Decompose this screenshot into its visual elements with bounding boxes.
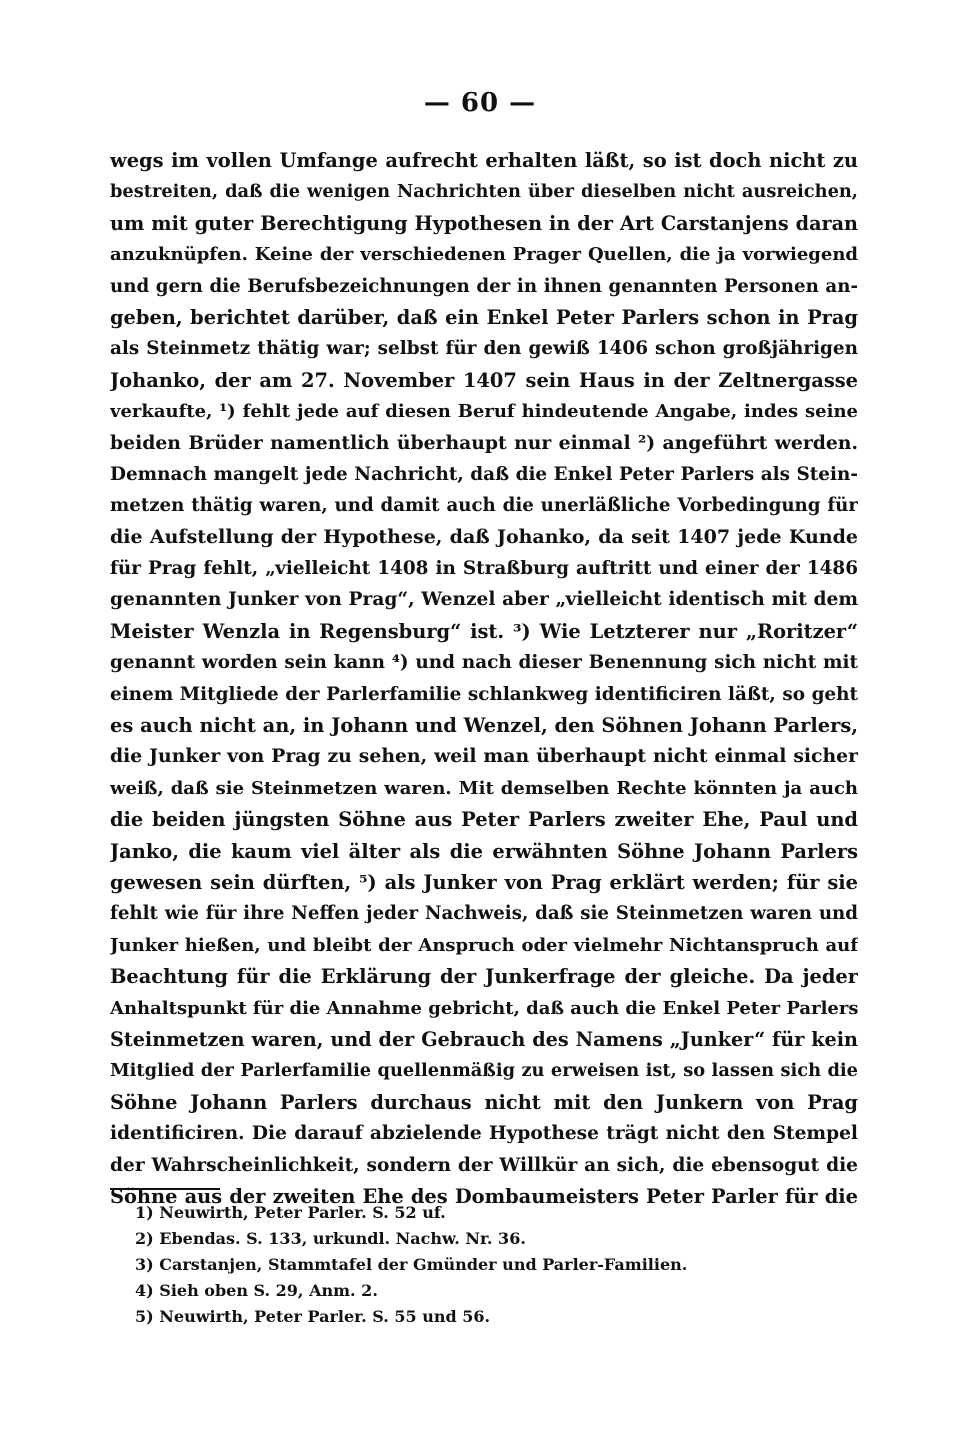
footnote: 5) Neuwirth, Peter Parler. S. 55 und 56. (135, 1307, 491, 1326)
text-line: als Steinmetz thätig war; selbst für den gewiß 1406 schon großjährigen (110, 338, 858, 360)
text-line: Söhne Johann Parlers durchaus nicht mit den Junkern von Prag (110, 1090, 858, 1114)
text-line: identificiren. Die darauf abzielende Hypothese trägt nicht den Stempel (110, 1123, 858, 1145)
text-line: weiß, daß sie Steinmetzen waren. Mit demselben Rechte könnten ja auch (110, 777, 858, 799)
text-line: Meister Wenzla in Regensburg“ ist. ³) Wie Letzterer nur „Roritzer“ (110, 619, 858, 643)
footnote: 4) Sieh oben S. 29, Anm. 2. (135, 1281, 378, 1300)
footnotes (135, 1200, 835, 1330)
text-line: der Wahrscheinlichkeit, sondern der Willkür an sich, die ebensogut die (110, 1154, 858, 1176)
text-line: geben, berichtet darüber, daß ein Enkel Peter Parlers schon in Prag (110, 305, 858, 329)
text-line: Junker hießen, und bleibt der Anspruch oder vielmehr Nichtanspruch auf (110, 934, 858, 956)
text-line: bestreiten, daß die wenigen Nachrichten über dieselben nicht ausreichen, (110, 181, 858, 203)
text-line: verkaufte, ¹) fehlt jede auf diesen Beruf hindeutende Angabe, indes seine (110, 401, 858, 423)
text-line: metzen thätig waren, und damit auch die unerläßliche Vorbedingung für (110, 495, 858, 517)
text-line: die Junker von Prag zu sehen, weil man überhaupt nicht einmal sicher (110, 745, 858, 768)
text-line: fehlt wie für ihre Neffen jeder Nachweis, daß sie Steinmetzen waren und (110, 903, 858, 925)
text-line: es auch nicht an, in Johann und Wenzel, den Söhnen Johann Parlers, (110, 714, 858, 738)
text-line: anzuknüpfen. Keine der verschiedenen Prager Quellen, die ja vorwiegend (110, 244, 858, 266)
text-line: Beachtung für die Erklärung der Junkerfrage der gleiche. Da jeder (110, 965, 858, 989)
footnote: 1) Neuwirth, Peter Parler. S. 52 uf. (135, 1203, 446, 1222)
footnote: 3) Carstanjen, Stammtafel der Gmünder und Parler-Familien. (135, 1255, 688, 1274)
footnote-divider (110, 1188, 220, 1190)
text-line: beiden Brüder namentlich überhaupt nur einmal ²) angeführt werden. (110, 431, 858, 454)
page-number: — 60 — (423, 88, 537, 118)
text-line: die beiden jüngsten Söhne aus Peter Parlers zweiter Ehe, Paul und (110, 808, 858, 832)
text-line: gewesen sein dürften, ⁵) als Junker von Prag erklärt werden; für sie (110, 870, 858, 894)
text-line: für Prag fehlt, „vielleicht 1408 in Straßburg auftritt und einer der 1486 (110, 558, 858, 580)
text-line: und gern die Berufsbezeichnungen der in ihnen genannten Personen an- (110, 275, 858, 297)
text-line: genannt worden sein kann ⁴) und nach dieser Benennung sich nicht mit (110, 652, 858, 674)
text-line: Demnach mangelt jede Nachricht, daß die Enkel Peter Parlers als Stein- (110, 463, 858, 485)
text-line: die Aufstellung der Hypothese, daß Johanko, da seit 1407 jede Kunde (110, 525, 858, 548)
text-line: Söhne aus der zweiten Ehe des Dombaumeisters Peter Parler für die (110, 1184, 858, 1208)
text-line: wegs im vollen Umfange aufrecht erhalten läßt, so ist doch nicht zu (110, 149, 858, 172)
text-line: Mitglied der Parlerfamilie quellenmäßig zu erweisen ist, so lassen sich die (110, 1060, 858, 1082)
footnote: 2) Ebendas. S. 133, urkundl. Nachw. Nr. 36. (135, 1229, 526, 1248)
body-text (110, 145, 858, 1212)
text-line: einem Mitgliede der Parlerfamilie schlankweg identificiren läßt, so geht (110, 683, 858, 705)
text-line: genannten Junker von Prag“, Wenzel aber „vielleicht identisch mit dem (110, 589, 858, 611)
text-line: um mit guter Berechtigung Hypothesen in der Art Carstanjens daran (110, 211, 858, 235)
text-line: Steinmetzen waren, und der Gebrauch des Namens „Junker“ für kein (110, 1027, 858, 1051)
text-line: Janko, die kaum viel älter als die erwähnten Söhne Johann Parlers (110, 839, 858, 863)
text-line: Anhaltspunkt für die Annahme gebricht, daß auch die Enkel Peter Parlers (110, 997, 858, 1019)
text-line: Johanko, der am 27. November 1407 sein Haus in der Zeltnergasse (110, 368, 858, 392)
